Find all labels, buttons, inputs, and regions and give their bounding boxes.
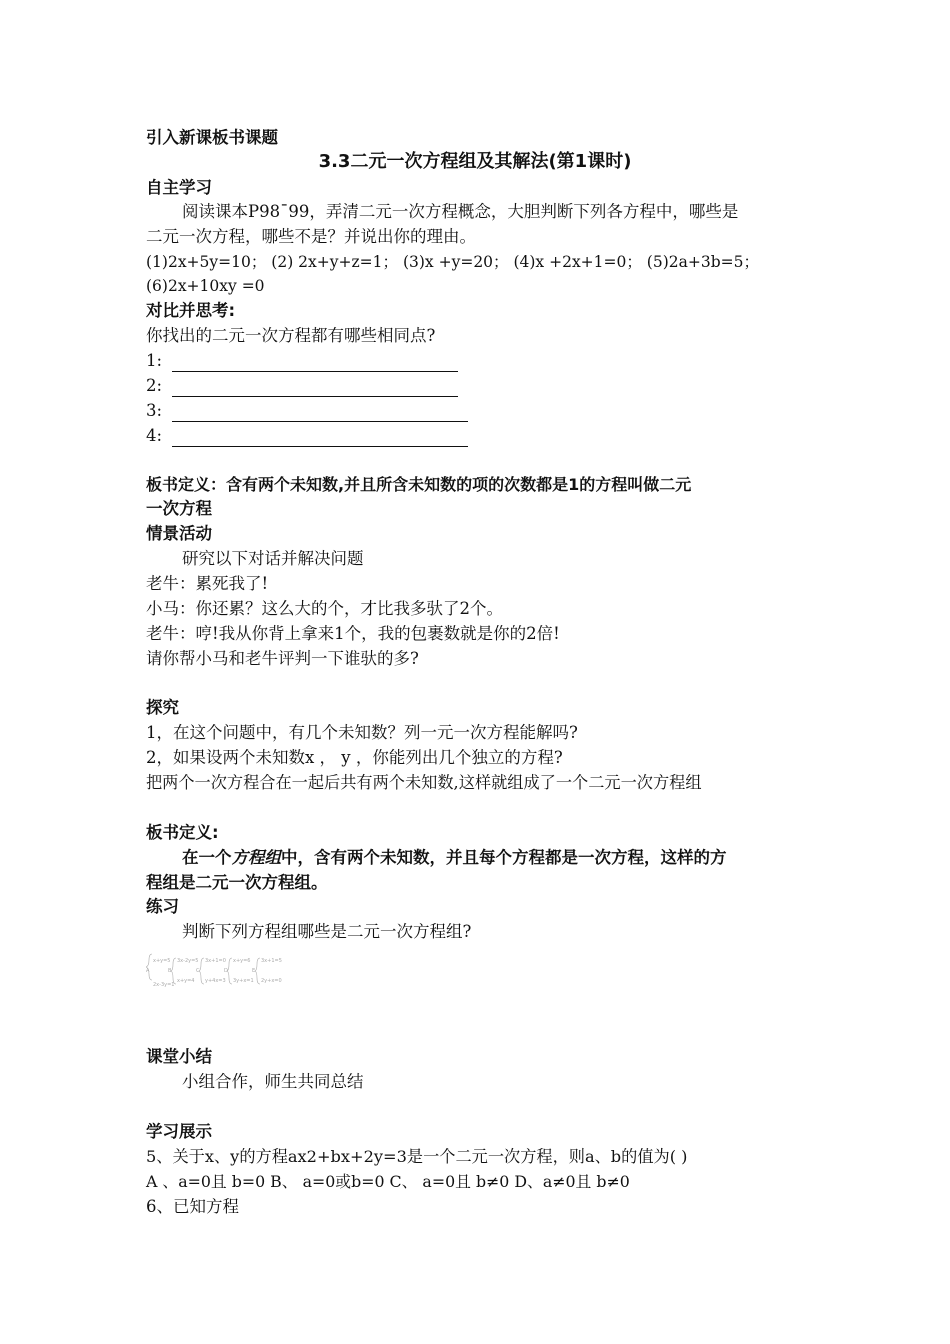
blank-line-4 [146, 425, 468, 447]
blank-label-2: 2: [146, 376, 163, 395]
equation-systems-image [146, 952, 296, 996]
explore-heading: 探究 [146, 698, 179, 717]
compare-heading: 对比并思考: [146, 301, 236, 320]
self-study-heading: 自主学习 [146, 178, 212, 197]
dialogue-pony: 小马：你还累？这么大的个，才比我多驮了2个。 [146, 599, 503, 618]
self-study-paragraph-line1: 阅读课本P98¯99，弄清二元一次方程概念，大胆判断下列各方程中，哪些是 [182, 202, 739, 221]
equations-line1: (1)2x+5y=10； (2) 2x+y+z=1； (3)x +y=20； (4)x +2x+1=0； (5)2a+3b=5； [146, 253, 759, 271]
definition1-line2: 一次方程 [146, 499, 212, 518]
svg-text:x+y=5: x+y=5 [153, 958, 171, 964]
blank-label-1: 1: [146, 351, 163, 370]
self-study-paragraph-line2: 二元一次方程，哪些不是？并说出你的理由。 [146, 227, 476, 246]
svg-text:y+4x=3: y+4x=3 [205, 978, 226, 984]
compare-question: 你找出的二元一次方程都有哪些相同点? [146, 326, 436, 345]
equation-systems-figure [146, 952, 296, 996]
svg-text:C: C [196, 968, 200, 974]
showcase-question-5: 5、关于x、y的方程ax2+bx+2y=3是一个二元一次方程，则a、b的值为( ) [146, 1147, 688, 1166]
answer-blank-1 [172, 355, 458, 372]
definition2-line1 [182, 847, 727, 869]
svg-text:3y+x=1: 3y+x=1 [233, 978, 254, 984]
practice-heading: 练习 [146, 897, 179, 916]
answer-blank-4 [172, 430, 468, 447]
intro-heading: 引入新课板书课题 [146, 128, 278, 147]
blank-label-4: 4: [146, 426, 163, 445]
scenario-intro: 研究以下对话并解决问题 [182, 549, 364, 568]
blank-line-3 [146, 400, 468, 422]
equations-line2: (6)2x+10xy =0 [146, 277, 265, 295]
answer-blank-2 [172, 380, 458, 397]
definition2-emphasis: 方程组 [231, 848, 281, 867]
svg-text:D: D [224, 968, 228, 974]
definition2-pre: 在一个 [182, 848, 232, 867]
svg-text:E: E [252, 968, 256, 974]
svg-text:3x+1=0: 3x+1=0 [205, 958, 226, 964]
definition2-post: 中，含有两个未知数，并且每个方程都是一次方程，这样的方 [281, 848, 727, 867]
svg-text:B: B [168, 968, 172, 974]
definition2-line2: 程组是二元一次方程组。 [146, 873, 328, 892]
svg-text:x+y=6: x+y=6 [233, 958, 251, 964]
explore-question-1: 1，在这个问题中，有几个未知数？列一元一次方程能解吗? [146, 723, 578, 742]
explore-question-2: 2，如果设两个未知数x ， y ，你能列出几个独立的方程? [146, 748, 563, 767]
svg-text:x+y=4: x+y=4 [177, 978, 195, 984]
blank-line-1 [146, 350, 458, 372]
svg-text:A: A [146, 968, 150, 974]
svg-text:2x-3y=1: 2x-3y=1 [153, 982, 175, 988]
lesson-title: 3.3二元一次方程组及其解法(第1课时) [318, 151, 632, 172]
dialogue-ox-1: 老牛：累死我了! [146, 574, 269, 593]
scenario-question: 请你帮小马和老牛评判一下谁驮的多? [146, 649, 419, 668]
showcase-heading: 学习展示 [146, 1122, 212, 1141]
showcase-question-6: 6、已知方程 [146, 1197, 239, 1216]
answer-blank-3 [172, 405, 468, 422]
summary-heading: 课堂小结 [146, 1047, 212, 1066]
scenario-heading: 情景活动 [146, 524, 212, 543]
blank-line-2 [146, 375, 458, 397]
svg-text:2y+x=0: 2y+x=0 [261, 978, 282, 984]
definition2-heading: 板书定义: [146, 823, 219, 842]
dialogue-ox-2: 老牛：哼!我从你背上拿来1个，我的包裹数就是你的2倍! [146, 624, 560, 643]
definition1-line1: 板书定义：含有两个未知数,并且所含未知数的项的次数都是1的方程叫做二元 [146, 475, 692, 494]
svg-text:3x+1=5: 3x+1=5 [261, 958, 282, 964]
practice-instruction: 判断下列方程组哪些是二元一次方程组? [182, 922, 472, 941]
blank-label-3: 3: [146, 401, 163, 420]
explore-statement: 把两个一次方程合在一起后共有两个未知数,这样就组成了一个二元一次方程组 [146, 773, 702, 792]
svg-text:3x-2y=5: 3x-2y=5 [177, 958, 199, 964]
summary-text: 小组合作，师生共同总结 [182, 1072, 364, 1091]
showcase-options: A 、a=0且 b=0 B、 a=0或b=0 C、 a=0且 b≠0 D、a≠0且 b≠0 [146, 1172, 630, 1191]
